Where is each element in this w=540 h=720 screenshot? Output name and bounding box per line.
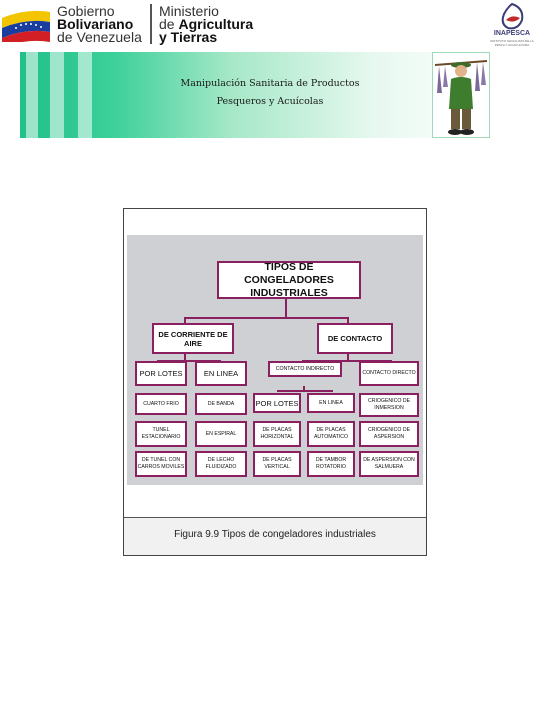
- inapesca-logo: [486, 2, 538, 50]
- node-leaf: DE ASPERSION CON SALMUERA: [359, 451, 419, 477]
- node-air-lotes: POR LOTES: [135, 361, 187, 386]
- node-air-linea: EN LINEA: [195, 361, 247, 386]
- banner-stripe: [78, 52, 92, 138]
- connector: [277, 390, 333, 392]
- venezuela-flag-icon: [2, 8, 50, 42]
- diagram-background: [127, 235, 423, 485]
- government-logo: [2, 2, 302, 46]
- min-line-2b: Agricultura: [178, 16, 254, 32]
- fisherman-illustration: [432, 52, 490, 138]
- ministry-name: [159, 5, 253, 44]
- title-line-1: Manipulación Sanitaria de Productos: [180, 78, 360, 89]
- inapesca-name: INAPESCA: [493, 30, 531, 37]
- inapesca-subtitle: INSTITUTO SOCIALISTA DE LA PESCA Y ACUICULTURA: [490, 39, 534, 47]
- fish-emblem-icon: [492, 2, 532, 32]
- node-contacto-directo: CONTACTO DIRECTO: [359, 361, 419, 386]
- gov-line-1: Gobierno: [57, 3, 115, 19]
- node-air-category: DE CORRIENTE DE AIRE: [152, 323, 234, 354]
- gov-line-3: de Venezuela: [57, 29, 142, 45]
- node-leaf: CUARTO FRIO: [135, 393, 187, 415]
- node-leaf: DE PLACAS VERTICAL: [253, 451, 301, 477]
- node-indirecto-lotes: POR LOTES: [253, 393, 301, 413]
- node-contacto-indirecto: CONTACTO INDIRECTO: [268, 361, 342, 377]
- banner-stripe: [50, 52, 64, 138]
- node-leaf: DE PLACAS AUTOMATICO: [307, 421, 355, 447]
- min-line-3: y Tierras: [159, 29, 218, 45]
- fisherman-icon: [433, 53, 489, 137]
- title-banner: [20, 52, 490, 138]
- node-leaf: TUNEL ESTACIONARIO: [135, 421, 187, 447]
- node-leaf: DE PLACAS HORIZONTAL: [253, 421, 301, 447]
- figure: [123, 208, 427, 556]
- figure-caption: Figura 9.9 Tipos de congeladores industriales: [174, 529, 376, 540]
- government-name: [57, 5, 142, 44]
- gov-line-2: Bolivariano: [57, 16, 134, 32]
- node-root: TIPOS DE CONGELADORES INDUSTRIALES: [217, 261, 361, 299]
- node-leaf: CRIOGENICO DE ASPERSION: [359, 421, 419, 447]
- caption-box: [124, 518, 426, 555]
- min-line-2a: de: [159, 16, 179, 32]
- node-leaf: DE TAMBOR ROTATORIO: [307, 451, 355, 477]
- node-leaf: DE LECHO FLUIDIZADO: [195, 451, 247, 477]
- node-leaf: CRIOGENICO DE INMERSION: [359, 393, 419, 417]
- node-leaf: DE TUNEL CON CARROS MOVILES: [135, 451, 187, 477]
- node-leaf: DE BANDA: [195, 393, 247, 415]
- title-line-2: Pesqueros y Acuícolas: [216, 96, 324, 107]
- node-indirecto-linea: EN LINEA: [307, 393, 355, 413]
- connector: [184, 317, 349, 319]
- banner-stripe: [26, 52, 38, 138]
- document-title: [110, 75, 430, 111]
- node-contact-category: DE CONTACTO: [317, 323, 393, 354]
- logo-separator: [150, 4, 152, 44]
- min-line-1: Ministerio: [159, 3, 219, 19]
- node-leaf: EN ESPIRAL: [195, 421, 247, 447]
